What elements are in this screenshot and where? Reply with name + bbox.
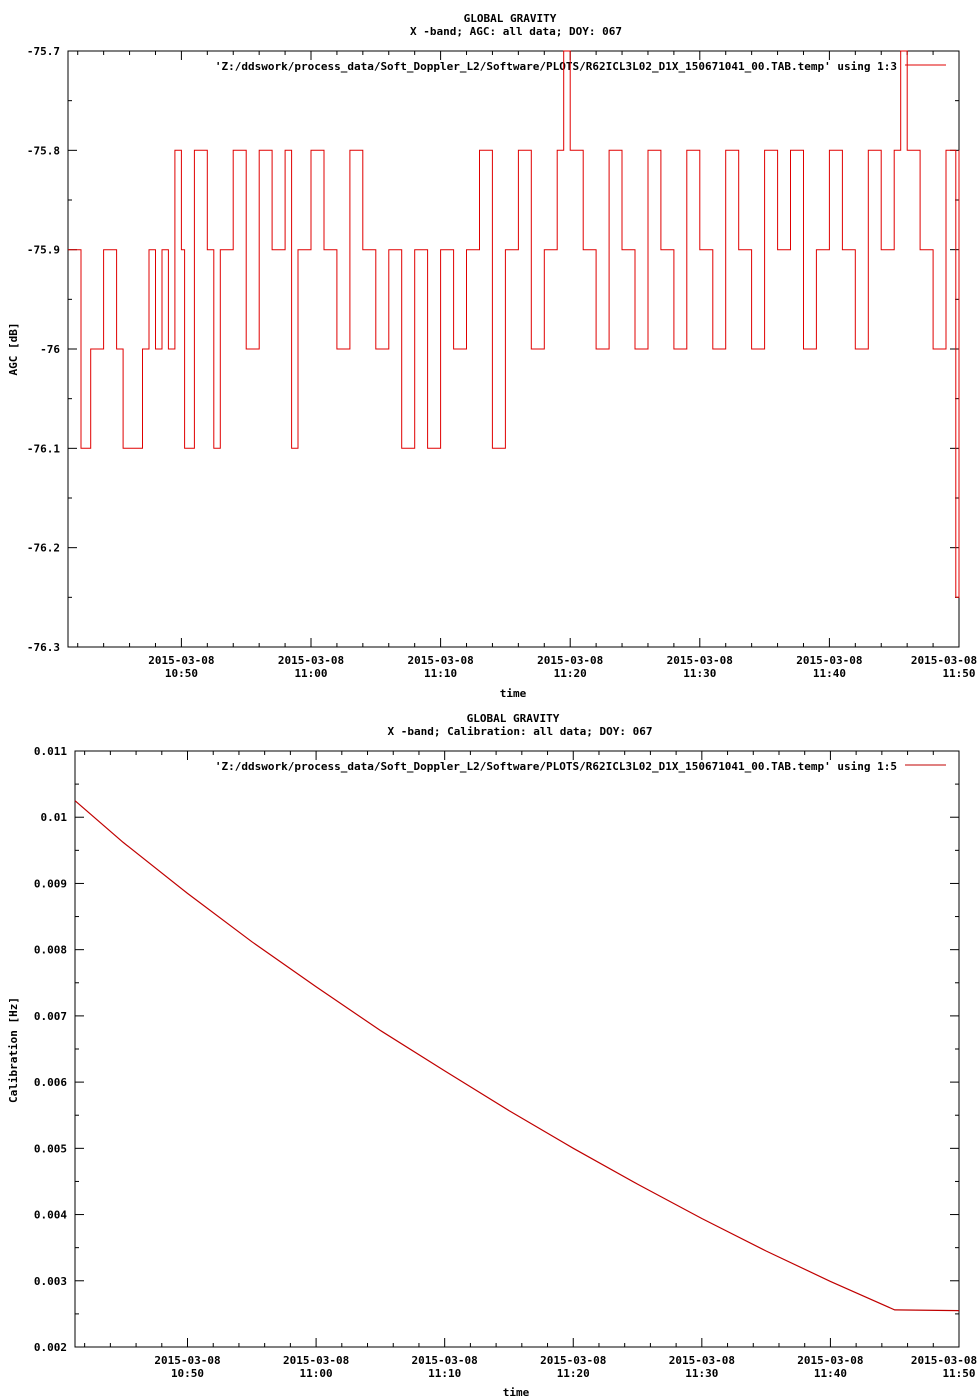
y-tick-label: -75.9	[26, 243, 60, 257]
agc-chart-subtitle: X -band; AGC: all data; DOY: 067	[410, 25, 622, 38]
x-tick-date: 2015-03-08	[666, 654, 733, 667]
x-tick-time: 11:00	[294, 667, 328, 680]
agc-series-line	[68, 51, 959, 597]
y-tick-label: 0.007	[33, 1009, 67, 1023]
x-tick-date: 2015-03-08	[910, 1354, 978, 1367]
x-tick-date: 2015-03-08	[282, 1354, 350, 1367]
y-tick-label: -75.8	[26, 144, 60, 158]
y-tick-label: 0.004	[33, 1208, 67, 1222]
x-tick-time: 11:30	[683, 667, 717, 680]
agc-chart-title: GLOBAL GRAVITY	[463, 12, 557, 25]
x-tick-date: 2015-03-08	[154, 1354, 221, 1367]
y-tick-label: 0.008	[33, 943, 67, 957]
y-tick-label: 0.011	[33, 745, 67, 758]
agc-plot-frame	[68, 51, 959, 647]
x-tick-date: 2015-03-08	[277, 654, 345, 667]
calibration-y-axis	[34, 745, 959, 1354]
calibration-plot-frame	[75, 751, 959, 1347]
agc-chart	[7, 12, 977, 700]
agc-x-axis-label: time	[499, 687, 527, 700]
calibration-y-axis-label: Calibration [Hz]	[7, 997, 20, 1103]
x-tick-time: 10:50	[170, 1367, 205, 1380]
calibration-chart-subtitle: X -band; Calibration: all data; DOY: 067	[387, 725, 653, 738]
agc-y-axis	[27, 45, 959, 654]
x-tick-date: 2015-03-08	[797, 1354, 864, 1367]
calibration-x-axis-label: time	[502, 1386, 530, 1399]
x-tick-time: 11:10	[428, 1367, 462, 1380]
x-tick-date: 2015-03-08	[537, 654, 604, 667]
y-tick-label: -76.3	[26, 641, 60, 654]
x-tick-time: 11:20	[553, 667, 587, 680]
agc-x-axis	[78, 51, 977, 680]
y-tick-label: -76	[40, 343, 60, 356]
calibration-legend-label: 'Z:/ddswork/process_data/Soft_Doppler_L2/Software/PLOTS/R62ICL3L02_D1X_150671041_00.TAB.temp' using 1:5	[214, 760, 897, 773]
y-tick-label: 0.003	[33, 1274, 67, 1288]
y-tick-label: -76.1	[26, 442, 60, 456]
x-tick-time: 11:20	[556, 1367, 590, 1380]
x-tick-date: 2015-03-08	[796, 654, 863, 667]
agc-legend-label: 'Z:/ddswork/process_data/Soft_Doppler_L2/Software/PLOTS/R62ICL3L02_D1X_150671041_00.TAB.temp' using 1:3	[214, 60, 897, 73]
y-tick-label: -76.2	[26, 541, 60, 555]
x-tick-date: 2015-03-08	[668, 1354, 735, 1367]
x-tick-time: 11:40	[813, 1367, 847, 1380]
calibration-chart	[7, 712, 977, 1399]
x-tick-time: 11:00	[299, 1367, 333, 1380]
y-tick-label: 0.009	[33, 877, 67, 891]
x-tick-time: 11:10	[424, 667, 458, 680]
calibration-chart-title: GLOBAL GRAVITY	[466, 712, 560, 725]
agc-y-axis-label: AGC [dB]	[7, 322, 20, 376]
x-tick-date: 2015-03-08	[540, 1354, 607, 1367]
y-tick-label: 0.002	[33, 1341, 67, 1354]
x-tick-time: 10:50	[164, 667, 198, 680]
x-tick-date: 2015-03-08	[411, 1354, 478, 1367]
x-tick-time: 11:50	[942, 667, 976, 680]
calibration-series-line	[75, 801, 959, 1311]
y-tick-label: 0.005	[33, 1142, 67, 1156]
y-tick-label: 0.01	[40, 811, 67, 825]
x-tick-date: 2015-03-08	[910, 654, 978, 667]
x-tick-time: 11:50	[942, 1367, 976, 1380]
x-tick-time: 11:30	[685, 1367, 719, 1380]
x-tick-time: 11:40	[812, 667, 846, 680]
y-tick-label: -75.7	[26, 45, 60, 58]
x-tick-date: 2015-03-08	[148, 654, 215, 667]
calibration-x-axis	[85, 751, 977, 1380]
x-tick-date: 2015-03-08	[407, 654, 474, 667]
y-tick-label: 0.006	[33, 1076, 67, 1090]
